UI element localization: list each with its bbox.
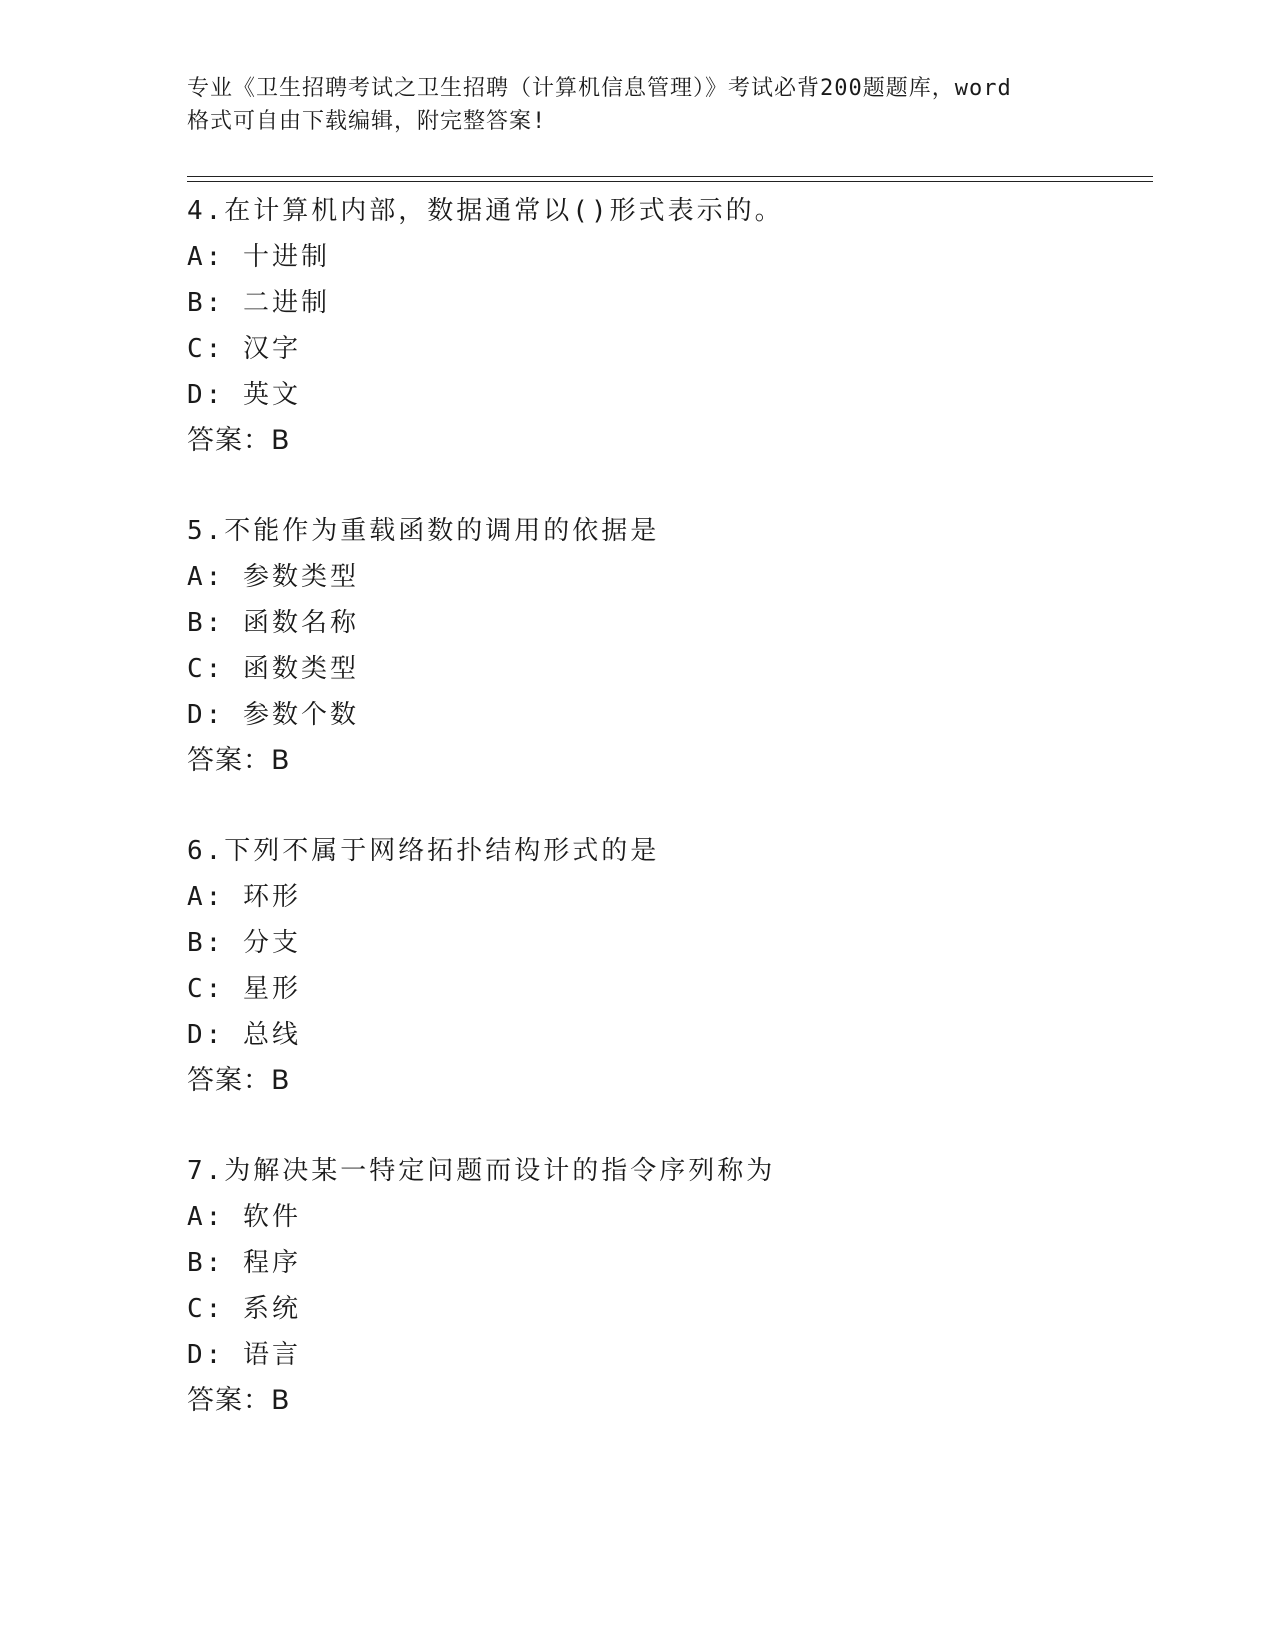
option-a: A: 环形 [187, 882, 301, 912]
option-c: C: 系统 [187, 1294, 301, 1324]
question-answer: 答案：B [187, 1385, 291, 1416]
question-title: 6.下列不属于网络拓扑结构形式的是 [187, 836, 660, 866]
question-answer: 答案：B [187, 425, 291, 456]
header-divider-top [187, 176, 1153, 177]
option-c: C: 星形 [187, 974, 301, 1004]
question-item [187, 508, 1147, 828]
option-a: A: 十进制 [187, 242, 330, 272]
question-item [187, 828, 1147, 1148]
question-answer: 答案：B [187, 1065, 291, 1096]
question-title: 5.不能作为重载函数的调用的依据是 [187, 516, 660, 546]
question-answer: 答案：B [187, 745, 291, 776]
option-d: D: 英文 [187, 380, 301, 410]
option-d: D: 参数个数 [187, 700, 359, 730]
option-a: A: 软件 [187, 1202, 301, 1232]
option-d: D: 语言 [187, 1340, 301, 1370]
option-c: C: 汉字 [187, 334, 301, 364]
header-divider-bottom [187, 181, 1153, 182]
option-c: C: 函数类型 [187, 654, 359, 684]
option-d: D: 总线 [187, 1020, 301, 1050]
option-a: A: 参数类型 [187, 562, 359, 592]
question-title: 7.为解决某一特定问题而设计的指令序列称为 [187, 1156, 776, 1186]
header-line-1: 专业《卫生招聘考试之卫生招聘（计算机信息管理）》考试必背200题题库，word [187, 76, 1012, 101]
option-b: B: 分支 [187, 928, 301, 958]
question-item [187, 188, 1147, 508]
option-b: B: 函数名称 [187, 608, 359, 638]
option-b: B: 二进制 [187, 288, 330, 318]
document-header [187, 72, 1087, 138]
question-title: 4.在计算机内部，数据通常以()形式表示的。 [187, 196, 784, 226]
question-list [187, 188, 1147, 1468]
question-item [187, 1148, 1147, 1468]
header-line-2: 格式可自由下载编辑，附完整答案! [187, 109, 547, 134]
option-b: B: 程序 [187, 1248, 301, 1278]
